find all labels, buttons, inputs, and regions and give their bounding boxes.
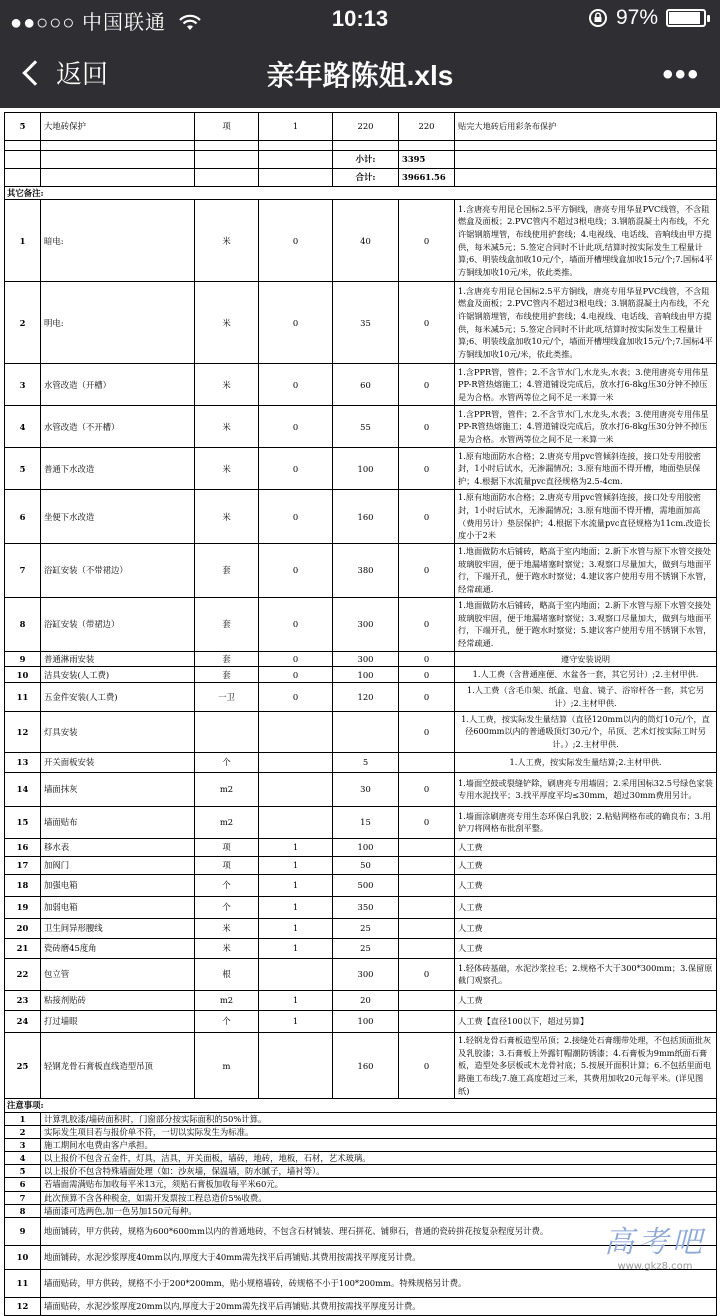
cell-empty xyxy=(195,151,259,169)
note-row xyxy=(5,1112,717,1125)
cell-desc: 1.原有地面防水合格；2.唐亮专用pvc管倾斜连接，接口处专用胶密封，1小时后试水，无渗漏情况；3.原有地面不得开槽，地面垫层保护；4.根据下水流量pvc直径规格为2.5-4cm. xyxy=(455,448,717,490)
cell-name: 水管改造（开槽） xyxy=(41,364,195,406)
table-row xyxy=(5,711,717,752)
cell-price: 500 xyxy=(333,874,399,896)
cell-empty xyxy=(5,141,41,151)
cell-qty: 0 xyxy=(259,651,333,667)
cell-name: 明电: xyxy=(41,282,195,364)
cell-price: 35 xyxy=(333,282,399,364)
note-no: 2 xyxy=(5,1125,41,1138)
note-text: 以上报价不包含五金件，灯具，洁具，开关面板，墙砖，地砖，地板，石材，艺术玻璃。 xyxy=(41,1152,717,1165)
cell-price: 300 xyxy=(333,597,399,651)
note-text: 施工期间水电费由客户承担。 xyxy=(41,1138,717,1151)
cell-unit: 米 xyxy=(195,448,259,490)
spreadsheet-view[interactable] xyxy=(4,112,716,1316)
cell-name: 水管改造（不开槽） xyxy=(41,406,195,448)
cell-qty xyxy=(259,958,333,990)
note-row xyxy=(5,1165,717,1178)
cell-total xyxy=(399,990,455,1010)
cell-qty: 1 xyxy=(259,874,333,896)
cell-qty: 1 xyxy=(259,1010,333,1032)
cell-desc: 人工费 xyxy=(455,918,717,938)
cell-qty: 0 xyxy=(259,406,333,448)
table-row xyxy=(5,651,717,667)
cell-no: 23 xyxy=(5,990,41,1010)
cell-price: 100 xyxy=(333,838,399,856)
cell-empty xyxy=(259,141,333,151)
cell-unit: 项 xyxy=(195,838,259,856)
note-row xyxy=(5,1204,717,1217)
cell-unit: 一卫 xyxy=(195,683,259,711)
cell-price: 15 xyxy=(333,806,399,838)
cell-no: 17 xyxy=(5,856,41,874)
note-text: 地面铺砖，水泥沙浆厚度40mm以内,厚度大于40mm需先找平后再铺贴.其费用按需找平厚度另计费。 xyxy=(41,1246,717,1270)
cell-qty: 1 xyxy=(259,856,333,874)
section-header xyxy=(5,1099,717,1112)
cell-name: 浴缸安装（不带裙边） xyxy=(41,544,195,598)
table-row xyxy=(5,406,717,448)
table-row xyxy=(5,200,717,282)
back-label: 返回 xyxy=(56,59,109,89)
note-text: 实际发生项目若与报价单不符，一切以实际发生为标准。 xyxy=(41,1125,717,1138)
cell-total xyxy=(399,838,455,856)
cell-qty: 0 xyxy=(259,200,333,282)
cell-price: 220 xyxy=(333,113,399,141)
table-row xyxy=(5,282,717,364)
cell-price: 300 xyxy=(333,651,399,667)
cell-price: 380 xyxy=(333,544,399,598)
cell-total xyxy=(399,752,455,772)
table-row xyxy=(5,958,717,990)
cell-empty xyxy=(41,169,195,187)
cell-qty: 0 xyxy=(259,490,333,544)
cell-empty xyxy=(195,141,259,151)
cell-qty: 1 xyxy=(259,938,333,958)
cell-qty: 1 xyxy=(259,113,333,141)
cell-total: 0 xyxy=(399,597,455,651)
cell-total xyxy=(399,896,455,918)
cell-desc: 人工费 xyxy=(455,874,717,896)
cell-unit: 米 xyxy=(195,938,259,958)
table-row xyxy=(5,597,717,651)
table-row xyxy=(5,490,717,544)
cell-price: 40 xyxy=(333,200,399,282)
cell-desc: 1.人工费，按实际发生量结算;2.主材甲供. xyxy=(455,752,717,772)
cell-no: 25 xyxy=(5,1032,41,1099)
cell-qty xyxy=(259,772,333,806)
cell-total: 0 xyxy=(399,448,455,490)
table-row xyxy=(5,918,717,938)
cell-no: 15 xyxy=(5,806,41,838)
cell-name: 加强电箱 xyxy=(41,874,195,896)
cell-name: 包立管 xyxy=(41,958,195,990)
cell-empty xyxy=(259,151,333,169)
cell-total xyxy=(399,1010,455,1032)
cell-name: 轻钢龙骨石膏板直线造型吊顶 xyxy=(41,1032,195,1099)
cell-qty: 0 xyxy=(259,448,333,490)
cell-desc: 1.人工费（含毛巾架、纸盒、皂盒、镜子、浴帘杆各一套，其它另计）;2.主材甲供. xyxy=(455,683,717,711)
cell-desc: 人工费【直径100以下，超过另算】 xyxy=(455,1010,717,1032)
cell-desc: 1.含唐亮专用昆仑国标2.5平方铜线，唐亮专用华显PVC线管，不含阻燃盒及面板；2.PVC管内不超过3根电线；3.钢筋混凝土内布线，不允许锯钢筋埋管，布线使用护套线；4.电视线、电话线、音响线由甲方提供，每米减5元；5.签定合同时不计此项,结算时按实际发生工程量计算;6、明装线盒加收10元/个，墙面开槽埋线盒加收15元/个;7.国标4平方铜线加收10元/米，依此类推。 xyxy=(455,200,717,282)
cell-name: 瓷砖磨45度角 xyxy=(41,938,195,958)
note-no: 7 xyxy=(5,1191,41,1204)
cell-price: 100 xyxy=(333,448,399,490)
cell-price: 55 xyxy=(333,406,399,448)
cell-qty: 0 xyxy=(259,544,333,598)
cell-total xyxy=(399,874,455,896)
status-right xyxy=(588,6,706,30)
note-text: 此次预算不含各种税金，如需开发票按工程总造价5%收费。 xyxy=(41,1191,717,1204)
cell-qty: 1 xyxy=(259,838,333,856)
note-no: 6 xyxy=(5,1178,41,1191)
cell-unit: 套 xyxy=(195,597,259,651)
cell-qty xyxy=(259,752,333,772)
cell-desc: 贴完大地砖后用彩条布保护 xyxy=(455,113,717,141)
cell-name: 墙面抹灰 xyxy=(41,772,195,806)
watermark xyxy=(604,1217,706,1272)
cell-no: 2 xyxy=(5,282,41,364)
cell-name: 普通淋雨安装 xyxy=(41,651,195,667)
battery-icon xyxy=(666,9,706,27)
cell-price: 100 xyxy=(333,667,399,683)
cell-name: 粘接剂贴砖 xyxy=(41,990,195,1010)
cell-total: 220 xyxy=(399,113,455,141)
cell-total: 0 xyxy=(399,364,455,406)
cell-empty xyxy=(259,169,333,187)
cell-qty xyxy=(259,1032,333,1099)
cell-total: 0 xyxy=(399,490,455,544)
section-header xyxy=(5,187,717,200)
cell-desc: 1.轻体砖基础，水泥沙浆拉毛；2.规格不大于300*300mm；3.保留原截门观察孔。 xyxy=(455,958,717,990)
cell-qty: 0 xyxy=(259,683,333,711)
cell-price xyxy=(333,711,399,752)
cell-empty xyxy=(41,141,195,151)
cell-no: 19 xyxy=(5,896,41,918)
cell-total: 0 xyxy=(399,651,455,667)
battery-percent: 97% xyxy=(615,6,658,29)
cell-name: 坐便下水改造 xyxy=(41,490,195,544)
cell-name: 五金件安装(人工费) xyxy=(41,683,195,711)
cell-unit: 项 xyxy=(195,113,259,141)
cell-desc: 人工费 xyxy=(455,838,717,856)
cell-desc: 1.墙面空鼓或裂缝铲除，刷唐亮专用墙固；2.采用国标32.5号绿色家装专用水泥找平；3.找平厚度平均≤30mm，超过30mm费用另计。 xyxy=(455,772,717,806)
cell-unit: 米 xyxy=(195,200,259,282)
cell-total: 0 xyxy=(399,544,455,598)
cell-no: 18 xyxy=(5,874,41,896)
cell-total xyxy=(399,918,455,938)
cell-unit: 项 xyxy=(195,856,259,874)
cell-empty xyxy=(399,141,455,151)
cell-price: 50 xyxy=(333,856,399,874)
note-no: 12 xyxy=(5,1298,41,1316)
section-label-notes: 注意事项: xyxy=(5,1099,717,1112)
table-row xyxy=(5,838,717,856)
page-title: 亲年路陈姐.xls xyxy=(266,60,454,91)
cell-empty xyxy=(455,169,717,187)
watermark-url: www.gkz8.com xyxy=(617,1261,693,1272)
cell-no: 8 xyxy=(5,597,41,651)
table-row xyxy=(5,874,717,896)
note-no: 1 xyxy=(5,1112,41,1125)
nav-bar xyxy=(0,40,720,108)
cell-qty: 1 xyxy=(259,990,333,1010)
cell-unit: 米 xyxy=(195,364,259,406)
note-row xyxy=(5,1298,717,1316)
cell-price: 160 xyxy=(333,490,399,544)
note-text: 地面铺砖，甲方供砖，规格为600*600mm以内的普通地砖，不包含石材铺装、理石拼花、铺卵石，普通的瓷砖拼花按复杂程度另计费。 xyxy=(41,1218,717,1246)
note-row xyxy=(5,1138,717,1151)
watermark-text: 高考吧 xyxy=(604,1225,706,1260)
note-text: 以上报价不包含特殊墙面处理（如：沙灰墙，保温墙，防水腻子，墙衬等）。 xyxy=(41,1165,717,1178)
table-row xyxy=(5,667,717,683)
note-no: 9 xyxy=(5,1218,41,1246)
cell-unit: 个 xyxy=(195,1010,259,1032)
cell-desc: 人工费 xyxy=(455,938,717,958)
note-no: 5 xyxy=(5,1165,41,1178)
cell-price: 160 xyxy=(333,1032,399,1099)
table-row xyxy=(5,806,717,838)
cell-unit: m2 xyxy=(195,990,259,1010)
cell-qty: 0 xyxy=(259,597,333,651)
cell-price: 60 xyxy=(333,364,399,406)
cell-unit: 米 xyxy=(195,406,259,448)
grand-total-row xyxy=(5,169,717,187)
cell-no: 14 xyxy=(5,772,41,806)
cell-total: 0 xyxy=(399,806,455,838)
cell-unit: 个 xyxy=(195,752,259,772)
cell-qty: 1 xyxy=(259,918,333,938)
cell-no: 20 xyxy=(5,918,41,938)
cell-no: 12 xyxy=(5,711,41,752)
cell-price: 25 xyxy=(333,918,399,938)
table-row xyxy=(5,448,717,490)
cell-no: 7 xyxy=(5,544,41,598)
cell-unit: m xyxy=(195,1032,259,1099)
note-no: 11 xyxy=(5,1270,41,1298)
note-row xyxy=(5,1178,717,1191)
table-row xyxy=(5,856,717,874)
clock: 10:13 xyxy=(331,6,389,31)
cell-price: 5 xyxy=(333,752,399,772)
cell-unit: m2 xyxy=(195,772,259,806)
cell-name: 浴缸安装（带裙边） xyxy=(41,597,195,651)
more-menu-button[interactable]: ••• xyxy=(662,58,700,91)
cell-total: 0 xyxy=(399,711,455,752)
cell-desc: 1.含PPR管，管件；2.不含节水门,水龙头,水表；3.使用唐亮专用伟星PP-R管热熔施工；4.管道铺设完成后，放水打6-8kg压30分钟不掉压是为合格。水管两等位之间不足一米算一米 xyxy=(455,364,717,406)
cell-desc: 1.人工费（含普通座便、水盆各一套，其它另计）;2.主材甲供. xyxy=(455,667,717,683)
table-row xyxy=(5,683,717,711)
cell-total xyxy=(399,856,455,874)
cell-no: 13 xyxy=(5,752,41,772)
cell-unit: 米 xyxy=(195,282,259,364)
table-row xyxy=(5,772,717,806)
cell-no: 3 xyxy=(5,364,41,406)
cell-desc: 1.地面做防水后铺砖，略高于室内地面；2.新下水管与原下水管交接处玻璃胶牢固，便于地漏堵塞时察觉；3.观察口尽量加大，做到与地面平行，下端开孔，便于跑水时察觉；5.建议客户使用专用不锈钢下水管，经常疏通. xyxy=(455,597,717,651)
cell-unit: 米 xyxy=(195,490,259,544)
note-row xyxy=(5,1191,717,1204)
note-row xyxy=(5,1152,717,1165)
cell-total: 0 xyxy=(399,683,455,711)
cell-name: 加弱电箱 xyxy=(41,896,195,918)
cell-desc: 1.轻钢龙骨石膏板造型吊顶；2.接缝处石膏绷带处理，不包括顶面批灰及乳胶漆；3.石膏板上外露钉帽潮防锈漆；4.石膏板为9mm纸面石膏板，造型处多层板或木龙骨衬底；5.按展开面积计算；6.不包括里面电路施工布线;7.施工高度超过三米，其费用加收20元每平米。(详见图纸) xyxy=(455,1032,717,1099)
cell-no: 9 xyxy=(5,651,41,667)
quote-table xyxy=(4,112,717,1316)
table-row xyxy=(5,990,717,1010)
cell-qty: 0 xyxy=(259,667,333,683)
chevron-left-icon xyxy=(22,60,47,85)
cell-unit: 个 xyxy=(195,896,259,918)
cell-desc: 人工费 xyxy=(455,896,717,918)
table-row xyxy=(5,364,717,406)
cell-unit: 根 xyxy=(195,958,259,990)
cell-desc: 人工费 xyxy=(455,990,717,1010)
cell-total: 0 xyxy=(399,406,455,448)
cell-total: 0 xyxy=(399,282,455,364)
section-label-other-notes: 其它备注: xyxy=(5,187,717,200)
cell-qty: 1 xyxy=(259,896,333,918)
cell-price: 100 xyxy=(333,1010,399,1032)
cell-desc: 遵守安装说明 xyxy=(455,651,717,667)
note-row xyxy=(5,1270,717,1298)
cell-no: 5 xyxy=(5,448,41,490)
note-text: 墙面贴砖，甲方供砖，规格不小于200*200mm，贴小规格墙砖，砖规格不小于100*200mm。特殊规格另计费。 xyxy=(41,1270,717,1298)
cell-empty xyxy=(455,141,717,151)
cell-empty xyxy=(333,141,399,151)
cell-qty xyxy=(259,806,333,838)
cell-price: 300 xyxy=(333,958,399,990)
cell-desc: 1.原有地面防水合格；2.唐亮专用pvc管倾斜连接，接口处专用胶密封，1小时后试水，无渗漏情况；3.原有地面不得开槽，需地面加高（费用另计）垫层保护；4.根据下水流量pvc直径规格为11cm.改造长度小于2米 xyxy=(455,490,717,544)
cell-total: 0 xyxy=(399,958,455,990)
cell-no: 10 xyxy=(5,667,41,683)
cell-total: 0 xyxy=(399,200,455,282)
table-row xyxy=(5,752,717,772)
cell-desc: 1.地面做防水后铺砖，略高于室内地面；2.新下水管与原下水管交接处玻璃胶牢固，便于地漏堵塞时察觉；3.观察口尽量加大，做到与地面平行，下端开孔，便于跑水时察觉；4.建议客户使用专用不锈钢下水管，经常疏通. xyxy=(455,544,717,598)
cell-qty: 0 xyxy=(259,364,333,406)
cell-desc: 1.人工费，按实际发生量结算（直径120mm以内的筒灯10元/个，直径600mm以内的普通吸顶灯30元/个，吊顶、艺术灯按实际工时另计。）;2.主材甲供. xyxy=(455,711,717,752)
cell-unit: m2 xyxy=(195,806,259,838)
cell-no: 1 xyxy=(5,200,41,282)
cell-name: 开关面板安装 xyxy=(41,752,195,772)
note-no: 4 xyxy=(5,1152,41,1165)
cell-no: 22 xyxy=(5,958,41,990)
cell-price: 30 xyxy=(333,772,399,806)
table-row xyxy=(5,1032,717,1099)
cell-total xyxy=(399,938,455,958)
cell-no: 21 xyxy=(5,938,41,958)
note-no: 8 xyxy=(5,1204,41,1217)
subtotal-label: 小计: xyxy=(333,151,399,169)
cell-price: 350 xyxy=(333,896,399,918)
cell-no: 4 xyxy=(5,406,41,448)
cell-desc: 1.含PPR管，管件；2.不含节水门,水龙头,水表；3.使用唐亮专用伟星PP-R管热熔施工；4.管道铺设完成后，放水打6-8kg压30分钟不掉压是为合格。水管两等位之间不足一米算一米 xyxy=(455,406,717,448)
cell-price: 25 xyxy=(333,938,399,958)
table-row xyxy=(5,544,717,598)
cell-name: 大地砖保护 xyxy=(41,113,195,141)
cell-unit: 米 xyxy=(195,918,259,938)
note-text: 墙面贴砖，水泥沙浆厚度20mm以内,厚度大于20mm需先找平后再铺贴.其费用按需找平厚度另计费。 xyxy=(41,1298,717,1316)
cell-empty xyxy=(5,169,41,187)
note-text: 计算乳胶漆/墙砖面积时，门窗部分按实际面积的50%计算。 xyxy=(41,1112,717,1125)
note-text: 墙面漆可选两色,加一色另加150元每种。 xyxy=(41,1204,717,1217)
table-row xyxy=(5,938,717,958)
note-row xyxy=(5,1125,717,1138)
grand-total-label: 合计: xyxy=(333,169,399,187)
cell-empty xyxy=(455,151,717,169)
rotation-lock-icon xyxy=(588,8,608,28)
note-no: 10 xyxy=(5,1246,41,1270)
cell-name: 卫生间异形腰线 xyxy=(41,918,195,938)
cell-qty xyxy=(259,711,333,752)
subtotal-value: 3395 xyxy=(399,151,455,169)
cell-no: 11 xyxy=(5,683,41,711)
cell-qty: 0 xyxy=(259,282,333,364)
cell-desc: 人工费 xyxy=(455,856,717,874)
cell-unit: 个 xyxy=(195,874,259,896)
back-button[interactable] xyxy=(20,54,108,91)
cell-no: 5 xyxy=(5,113,41,141)
cell-name: 打过墙眼 xyxy=(41,1010,195,1032)
cell-name: 加阀门 xyxy=(41,856,195,874)
cell-desc: 1.墙面涂刷唐亮专用生态环保白乳胶；2.粘贴网格布或的确良布；3.用铲刀将网格布批刮平整。 xyxy=(455,806,717,838)
cell-name: 移水表 xyxy=(41,838,195,856)
carrier-label: ●●○○○ 中国联通 xyxy=(10,12,166,34)
cell-unit: 套 xyxy=(195,544,259,598)
subtotal-row xyxy=(5,151,717,169)
cell-no: 16 xyxy=(5,838,41,856)
status-bar xyxy=(0,0,720,40)
table-row xyxy=(5,1010,717,1032)
cell-empty xyxy=(5,151,41,169)
cell-unit: 套 xyxy=(195,667,259,683)
grand-total-value: 39661.56 xyxy=(399,169,455,187)
table-row xyxy=(5,896,717,918)
cell-price: 120 xyxy=(333,683,399,711)
cell-name: 洁具安装(人工费) xyxy=(41,667,195,683)
cell-unit xyxy=(195,711,259,752)
cell-total: 0 xyxy=(399,772,455,806)
note-no: 3 xyxy=(5,1138,41,1151)
cell-empty xyxy=(41,151,195,169)
cell-desc: 1.含唐亮专用昆仑国标2.5平方铜线，唐亮专用华显PVC线管，不含阻燃盒及面板；2.PVC管内不超过3根电线；3.钢筋混凝土内布线，不允许锯钢筋埋管，布线使用护套线；4.电视线、电话线、音响线由甲方提供，每米减5元；5.签定合同时不计此项,结算时按实际发生工程量计算;6、明装线盒加收10元/个，墙面开槽埋线盒加收15元/个;7.国标4平方铜线加收10元/米，依此类推。 xyxy=(455,282,717,364)
cell-no: 24 xyxy=(5,1010,41,1032)
cell-price: 20 xyxy=(333,990,399,1010)
cell-name: 暗电: xyxy=(41,200,195,282)
table-row xyxy=(5,113,717,141)
cell-total: 0 xyxy=(399,1032,455,1099)
cell-name: 普通下水改造 xyxy=(41,448,195,490)
cell-name: 墙面贴布 xyxy=(41,806,195,838)
cell-empty xyxy=(195,169,259,187)
table-row xyxy=(5,141,717,151)
cell-unit: 套 xyxy=(195,651,259,667)
top-bar xyxy=(0,0,720,108)
cell-total: 0 xyxy=(399,667,455,683)
note-text: 若墙面需满贴布加收每平米13元，须贴石膏板加收每平米60元。 xyxy=(41,1178,717,1191)
cell-no: 6 xyxy=(5,490,41,544)
cell-name: 灯具安装 xyxy=(41,711,195,752)
